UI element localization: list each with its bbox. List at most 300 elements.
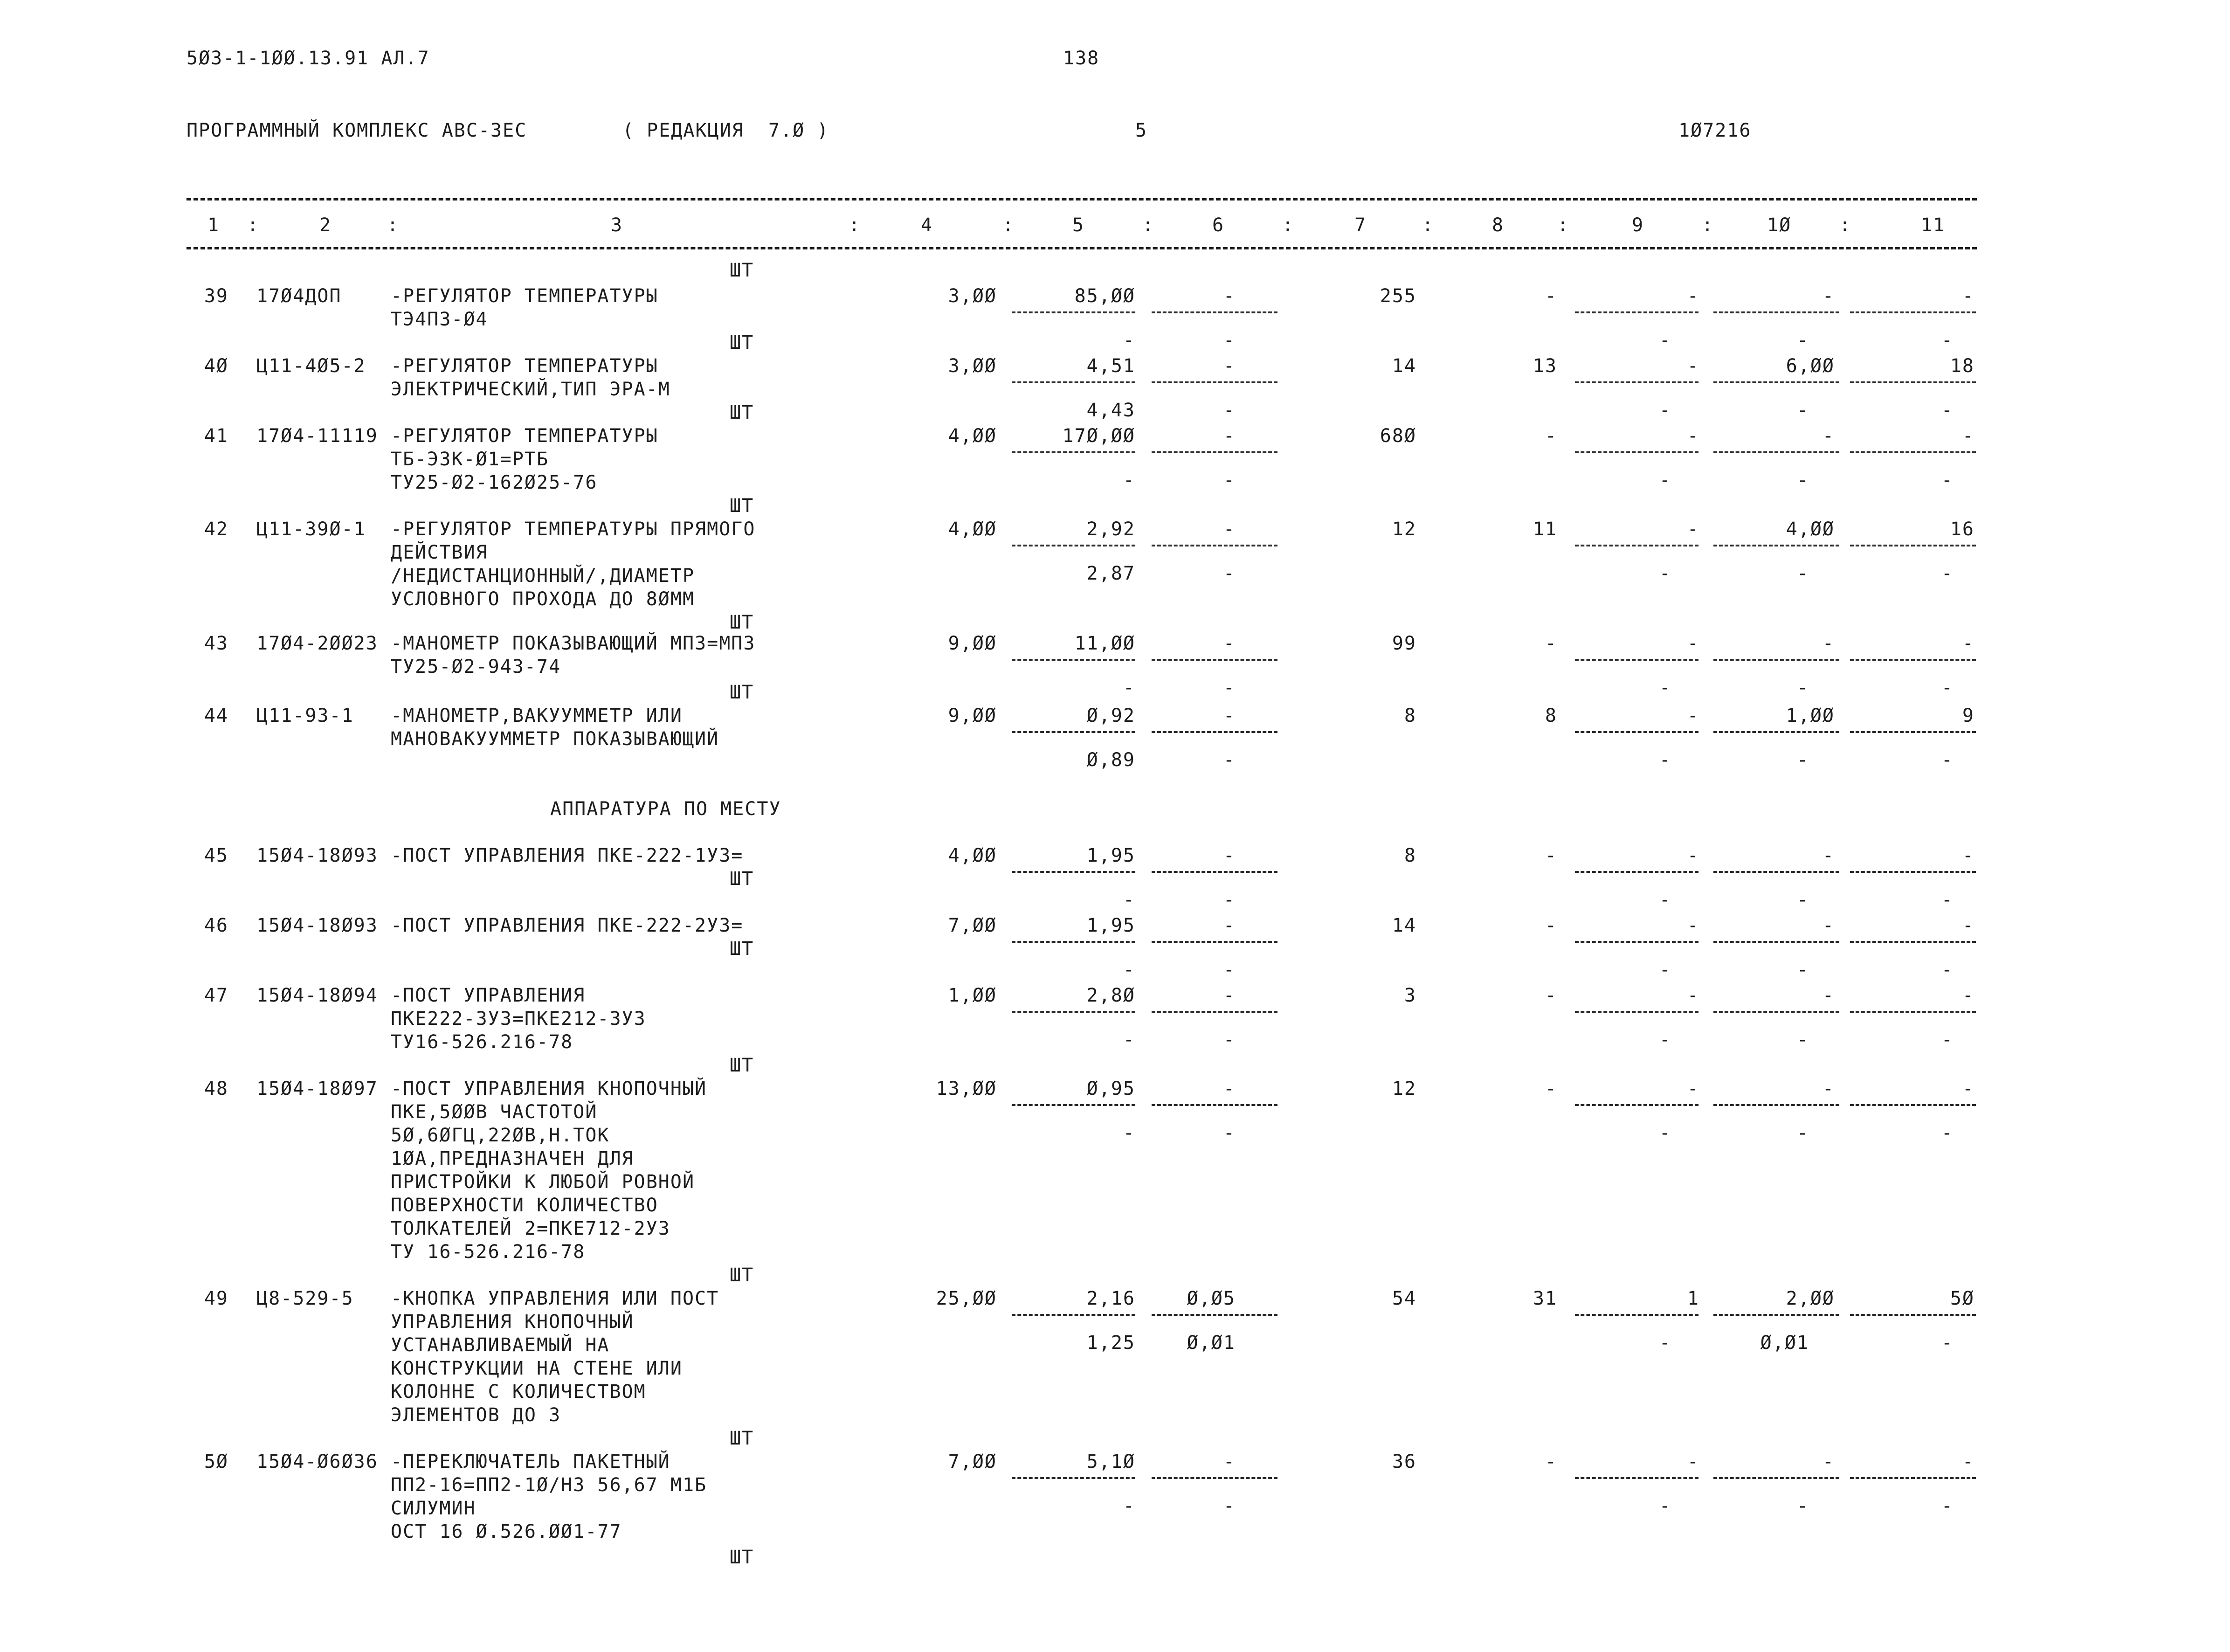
column-9-value: - xyxy=(1687,355,1699,377)
column-separator: : xyxy=(1839,214,1852,236)
column-9-value: - xyxy=(1687,705,1699,726)
value-separator xyxy=(1575,1314,1698,1316)
total-cost: 8 xyxy=(1404,705,1416,726)
column-6-value: - xyxy=(1223,915,1236,936)
unit-price: 5,1Ø xyxy=(1086,1451,1135,1472)
unit-price: 2,92 xyxy=(1086,518,1135,540)
unit-price: 17Ø,ØØ xyxy=(1062,425,1135,447)
value-separator xyxy=(1850,381,1976,383)
row-number: 5Ø xyxy=(204,1451,228,1472)
resource-code: 15Ø4-18Ø93 xyxy=(256,915,378,936)
quantity: 4,ØØ xyxy=(948,845,997,866)
value-separator xyxy=(1713,941,1839,943)
column-separator: : xyxy=(1142,214,1155,236)
column-header-1: 1 xyxy=(207,214,220,236)
total-cost: 68Ø xyxy=(1380,425,1416,447)
column-6-value: - xyxy=(1223,355,1236,377)
column-11-secondary: - xyxy=(1941,563,1954,584)
item-description: 1ØА,ПРЕДНАЗНАЧЕН ДЛЯ xyxy=(391,1148,634,1169)
column-8-value: - xyxy=(1545,285,1557,307)
column-header-13: 7 xyxy=(1354,214,1367,236)
column-6-secondary: - xyxy=(1223,563,1236,584)
program-edition: ( РЕДАКЦИЯ 7.Ø ) xyxy=(622,120,829,141)
column-8-value: - xyxy=(1545,845,1557,866)
total-cost: 36 xyxy=(1392,1451,1416,1472)
column-11-value: - xyxy=(1962,425,1975,447)
resource-code: 15Ø4-Ø6Ø36 xyxy=(256,1451,378,1472)
column-9-secondary: - xyxy=(1659,1029,1671,1051)
unit-price-secondary: 4,43 xyxy=(1086,400,1135,421)
total-cost: 8 xyxy=(1404,845,1416,866)
item-description: -ПОСТ УПРАВЛЕНИЯ ПКЕ-222-1УЗ= xyxy=(391,845,744,866)
column-8-value: - xyxy=(1545,1078,1557,1099)
column-11-value: - xyxy=(1962,1451,1975,1472)
column-separator: : xyxy=(1557,214,1570,236)
column-9-secondary: - xyxy=(1659,563,1671,584)
value-separator xyxy=(1850,1314,1976,1316)
page-number: 138 xyxy=(1063,48,1100,69)
unit-price: Ø,92 xyxy=(1086,705,1135,726)
unit-price-secondary: - xyxy=(1123,889,1135,911)
column-10-value: 2,ØØ xyxy=(1786,1288,1835,1309)
column-8-value: - xyxy=(1545,915,1557,936)
column-9-value: - xyxy=(1687,915,1699,936)
column-11-secondary: - xyxy=(1941,749,1954,771)
column-11-secondary: - xyxy=(1941,330,1954,351)
item-description: -ПОСТ УПРАВЛЕНИЯ КНОПОЧНЫЙ xyxy=(391,1078,707,1099)
value-separator xyxy=(1713,381,1839,383)
value-separator xyxy=(1152,1314,1277,1316)
column-separator: : xyxy=(247,214,260,236)
value-separator xyxy=(1012,731,1135,733)
column-6-secondary: - xyxy=(1223,330,1236,351)
resource-code: 17Ø4-2ØØ23 xyxy=(256,633,378,654)
resource-code: Ц8-529-5 xyxy=(256,1288,354,1309)
value-separator xyxy=(1575,1477,1698,1479)
resource-code: Ц11-93-1 xyxy=(256,705,354,726)
value-separator xyxy=(1850,1011,1976,1013)
column-header-9: 5 xyxy=(1072,214,1085,236)
item-description: -ПОСТ УПРАВЛЕНИЯ ПКЕ-222-2УЗ= xyxy=(391,915,744,936)
column-6-secondary: - xyxy=(1223,889,1236,911)
value-separator xyxy=(1012,871,1135,873)
column-6-value: - xyxy=(1223,633,1236,654)
column-10-secondary: - xyxy=(1796,677,1809,698)
value-separator xyxy=(1152,451,1277,453)
column-6-value: - xyxy=(1223,1451,1236,1472)
row-number: 42 xyxy=(204,518,228,540)
unit-price-secondary: - xyxy=(1123,330,1135,351)
row-number: 45 xyxy=(204,845,228,866)
unit-price: 11,ØØ xyxy=(1074,633,1135,654)
column-11-value: - xyxy=(1962,915,1975,936)
quantity: 4,ØØ xyxy=(948,425,997,447)
column-6-value: - xyxy=(1223,425,1236,447)
unit-price: 2,16 xyxy=(1086,1288,1135,1309)
unit-price-secondary: - xyxy=(1123,677,1135,698)
unit-price-secondary: - xyxy=(1123,1122,1135,1144)
quantity: 1,ØØ xyxy=(948,985,997,1006)
value-separator xyxy=(1850,659,1976,661)
item-description: ТУ16-526.216-78 xyxy=(391,1031,573,1053)
column-separator: : xyxy=(387,214,400,236)
unit-price-secondary: - xyxy=(1123,1029,1135,1051)
total-cost: 14 xyxy=(1392,915,1416,936)
column-separator: : xyxy=(1282,214,1295,236)
column-10-secondary: - xyxy=(1796,470,1809,491)
item-description: ТУ25-Ø2-943-74 xyxy=(391,656,561,677)
column-11-value: - xyxy=(1962,633,1975,654)
resource-code: 15Ø4-18Ø93 xyxy=(256,845,378,866)
value-separator xyxy=(1152,381,1277,383)
column-6-secondary: - xyxy=(1223,1495,1236,1517)
value-separator xyxy=(1012,451,1135,453)
unit-price: 1,95 xyxy=(1086,915,1135,936)
column-9-value: - xyxy=(1687,845,1699,866)
column-6-secondary: - xyxy=(1223,470,1236,491)
column-9-secondary: - xyxy=(1659,749,1671,771)
column-10-value: - xyxy=(1822,633,1835,654)
column-9-value: - xyxy=(1687,1078,1699,1099)
document-code: 5Ø3-1-1ØØ.13.91 АЛ.7 xyxy=(186,48,430,69)
column-10-secondary: - xyxy=(1796,959,1809,981)
column-10-value: 6,ØØ xyxy=(1786,355,1835,377)
value-separator xyxy=(1152,1104,1277,1106)
value-separator xyxy=(1152,311,1277,313)
column-10-value: - xyxy=(1822,1078,1835,1099)
unit-price-secondary: Ø,89 xyxy=(1086,749,1135,771)
value-separator xyxy=(1713,545,1839,546)
column-10-secondary: - xyxy=(1796,400,1809,421)
column-6-secondary: - xyxy=(1223,1029,1236,1051)
column-9-value: 1 xyxy=(1687,1288,1699,1309)
value-separator xyxy=(1713,311,1839,313)
unit-label: ШТ xyxy=(730,1055,754,1076)
item-description: -РЕГУЛЯТОР ТЕМПЕРАТУРЫ xyxy=(391,425,658,447)
unit-label: ШТ xyxy=(730,612,754,633)
value-separator xyxy=(1012,545,1135,546)
quantity: 4,ØØ xyxy=(948,518,997,540)
unit-label: ШТ xyxy=(730,938,754,960)
value-separator xyxy=(1713,1314,1839,1316)
unit-price-secondary: - xyxy=(1123,470,1135,491)
column-10-secondary: - xyxy=(1796,1029,1809,1051)
value-separator xyxy=(1713,451,1839,453)
column-9-secondary: - xyxy=(1659,330,1671,351)
column-6-value: - xyxy=(1223,845,1236,866)
column-8-value: 8 xyxy=(1545,705,1557,726)
column-6-secondary: - xyxy=(1223,1122,1236,1144)
item-description: -ПОСТ УПРАВЛЕНИЯ xyxy=(391,985,586,1006)
column-11-value: 16 xyxy=(1950,518,1975,540)
column-6-secondary: Ø,Ø1 xyxy=(1187,1332,1236,1354)
value-separator xyxy=(1012,1314,1135,1316)
value-separator xyxy=(1850,941,1976,943)
column-9-secondary: - xyxy=(1659,677,1671,698)
program-name: ПРОГРАММНЫЙ КОМПЛЕКС АВС-3ЕС xyxy=(186,120,527,141)
item-description: ТОЛКАТЕЛЕЙ 2=ПКЕ712-2УЗ xyxy=(391,1218,670,1239)
total-cost: 12 xyxy=(1392,518,1416,540)
total-cost: 3 xyxy=(1404,985,1416,1006)
row-number: 46 xyxy=(204,915,228,936)
resource-code: 15Ø4-18Ø97 xyxy=(256,1078,378,1099)
column-11-value: 5Ø xyxy=(1950,1288,1975,1309)
column-11-secondary: - xyxy=(1941,1029,1954,1051)
value-separator xyxy=(1152,1011,1277,1013)
value-separator xyxy=(1012,1011,1135,1013)
section-title: АППАРАТУРА ПО МЕСТУ xyxy=(550,798,781,820)
column-10-secondary: - xyxy=(1796,749,1809,771)
column-8-value: - xyxy=(1545,1451,1557,1472)
header-rule-bottom xyxy=(186,247,1977,249)
resource-code: 15Ø4-18Ø94 xyxy=(256,985,378,1006)
column-11-value: - xyxy=(1962,845,1975,866)
item-description: ПОВЕРХНОСТИ КОЛИЧЕСТВО xyxy=(391,1195,658,1216)
column-11-secondary: - xyxy=(1941,889,1954,911)
column-10-value: - xyxy=(1822,845,1835,866)
value-separator xyxy=(1152,941,1277,943)
item-description: ТЭ4ПЗ-Ø4 xyxy=(391,309,488,330)
column-11-secondary: - xyxy=(1941,1122,1954,1144)
column-6-secondary: - xyxy=(1223,959,1236,981)
value-separator xyxy=(1850,871,1976,873)
item-description: УПРАВЛЕНИЯ КНОПОЧНЫЙ xyxy=(391,1311,634,1333)
column-10-value: - xyxy=(1822,915,1835,936)
value-separator xyxy=(1850,545,1976,546)
column-9-secondary: - xyxy=(1659,470,1671,491)
column-10-value: 4,ØØ xyxy=(1786,518,1835,540)
column-header-19: 1Ø xyxy=(1767,214,1792,236)
value-separator xyxy=(1575,451,1698,453)
column-9-value: - xyxy=(1687,985,1699,1006)
item-description: МАНОВАКУУММЕТР ПОКАЗЫВАЮЩИЙ xyxy=(391,728,719,750)
column-header-3: 2 xyxy=(319,214,332,236)
value-separator xyxy=(1713,659,1839,661)
item-description: ДЕЙСТВИЯ xyxy=(391,542,488,563)
value-separator xyxy=(1850,1477,1976,1479)
value-separator xyxy=(1012,941,1135,943)
resource-code: 17Ø4-11119 xyxy=(256,425,378,447)
value-separator xyxy=(1152,1477,1277,1479)
item-description: -ПЕРЕКЛЮЧАТЕЛЬ ПАКЕТНЫЙ xyxy=(391,1451,670,1472)
resource-code: Ц11-39Ø-1 xyxy=(256,518,366,540)
row-number: 43 xyxy=(204,633,228,654)
value-separator xyxy=(1575,1011,1698,1013)
column-9-secondary: - xyxy=(1659,1122,1671,1144)
item-description: КОНСТРУКЦИИ НА СТЕНЕ ИЛИ xyxy=(391,1358,683,1379)
column-9-value: - xyxy=(1687,1451,1699,1472)
quantity: 13,ØØ xyxy=(936,1078,997,1099)
item-description: ПКЕ,5ØØВ ЧАСТОТОЙ xyxy=(391,1101,598,1123)
unit-label: ШТ xyxy=(730,1428,754,1449)
value-separator xyxy=(1012,381,1135,383)
item-description: ЭЛЕМЕНТОВ ДО 3 xyxy=(391,1404,561,1426)
column-10-value: 1,ØØ xyxy=(1786,705,1835,726)
item-description: ПРИСТРОЙКИ К ЛЮБОЙ РОВНОЙ xyxy=(391,1171,695,1193)
column-10-value: - xyxy=(1822,1451,1835,1472)
resource-code: 17Ø4ДОП xyxy=(256,285,342,307)
column-6-secondary: - xyxy=(1223,400,1236,421)
column-10-secondary: - xyxy=(1796,1122,1809,1144)
value-separator xyxy=(1152,545,1277,546)
quantity: 7,ØØ xyxy=(948,915,997,936)
column-10-secondary: - xyxy=(1796,563,1809,584)
column-6-value: - xyxy=(1223,518,1236,540)
item-description: ТУ25-Ø2-162Ø25-76 xyxy=(391,472,598,493)
document-number: 1Ø7216 xyxy=(1678,120,1752,141)
column-11-secondary: - xyxy=(1941,1495,1954,1517)
value-separator xyxy=(1012,311,1135,313)
item-description: УСТАНАВЛИВАЕМЫЙ НА xyxy=(391,1334,610,1356)
item-description: -МАНОМЕТР ПОКАЗЫВАЮЩИЙ МПЗ=МПЗ xyxy=(391,633,756,654)
column-10-value: - xyxy=(1822,425,1835,447)
unit-price: Ø,95 xyxy=(1086,1078,1135,1099)
value-separator xyxy=(1713,1104,1839,1106)
column-9-value: - xyxy=(1687,425,1699,447)
row-number: 4Ø xyxy=(204,355,228,377)
column-9-secondary: - xyxy=(1659,1495,1671,1517)
column-6-value: - xyxy=(1223,1078,1236,1099)
row-number: 44 xyxy=(204,705,228,726)
unit-price: 2,8Ø xyxy=(1086,985,1135,1006)
quantity: 3,ØØ xyxy=(948,355,997,377)
column-6-value: Ø,Ø5 xyxy=(1187,1288,1236,1309)
value-separator xyxy=(1575,311,1698,313)
unit-price: 85,ØØ xyxy=(1074,285,1135,307)
column-11-secondary: - xyxy=(1941,470,1954,491)
column-10-value: - xyxy=(1822,985,1835,1006)
column-6-secondary: - xyxy=(1223,677,1236,698)
value-separator xyxy=(1575,731,1698,733)
value-separator xyxy=(1012,1104,1135,1106)
total-cost: 54 xyxy=(1392,1288,1416,1309)
unit-price: 1,95 xyxy=(1086,845,1135,866)
column-9-secondary: - xyxy=(1659,889,1671,911)
item-description: ОСТ 16 Ø.526.ØØ1-77 xyxy=(391,1521,622,1542)
column-9-secondary: - xyxy=(1659,959,1671,981)
column-8-value: 31 xyxy=(1533,1288,1557,1309)
value-separator xyxy=(1850,311,1976,313)
column-10-secondary: Ø,Ø1 xyxy=(1760,1332,1809,1354)
row-number: 49 xyxy=(204,1288,228,1309)
value-separator xyxy=(1713,731,1839,733)
value-separator xyxy=(1850,451,1976,453)
unit-price-secondary: - xyxy=(1123,1495,1135,1517)
quantity: 25,ØØ xyxy=(936,1288,997,1309)
resource-code: Ц11-4Ø5-2 xyxy=(256,355,366,377)
row-number: 48 xyxy=(204,1078,228,1099)
column-9-value: - xyxy=(1687,518,1699,540)
unit-price: 4,51 xyxy=(1086,355,1135,377)
column-header-7: 4 xyxy=(921,214,933,236)
column-9-secondary: - xyxy=(1659,1332,1671,1354)
item-description: 5Ø,6ØГЦ,22ØВ,Н.ТОК xyxy=(391,1125,610,1146)
column-10-secondary: - xyxy=(1796,1495,1809,1517)
column-8-value: - xyxy=(1545,633,1557,654)
item-description: -РЕГУЛЯТОР ТЕМПЕРАТУРЫ ПРЯМОГО xyxy=(391,518,756,540)
value-separator xyxy=(1713,1011,1839,1013)
value-separator xyxy=(1575,659,1698,661)
column-6-value: - xyxy=(1223,985,1236,1006)
value-separator xyxy=(1713,871,1839,873)
row-number: 41 xyxy=(204,425,228,447)
value-separator xyxy=(1850,731,1976,733)
item-description: -РЕГУЛЯТОР ТЕМПЕРАТУРЫ xyxy=(391,355,658,377)
row-number: 39 xyxy=(204,285,228,307)
unit-label: ШТ xyxy=(730,402,754,423)
value-separator xyxy=(1152,659,1277,661)
column-header-5: 3 xyxy=(611,214,623,236)
unit-label: ШТ xyxy=(730,332,754,353)
column-header-21: 11 xyxy=(1921,214,1946,236)
column-8-value: - xyxy=(1545,425,1557,447)
total-cost: 14 xyxy=(1392,355,1416,377)
column-separator: : xyxy=(1002,214,1015,236)
item-description: ПКЕ222-3УЗ=ПКЕ212-3УЗ xyxy=(391,1008,646,1030)
column-6-value: - xyxy=(1223,705,1236,726)
column-separator: : xyxy=(849,214,861,236)
item-description: -РЕГУЛЯТОР ТЕМПЕРАТУРЫ xyxy=(391,285,658,307)
unit-label: ШТ xyxy=(730,1547,754,1568)
column-11-value: - xyxy=(1962,1078,1975,1099)
value-separator xyxy=(1575,545,1698,546)
value-separator xyxy=(1152,871,1277,873)
value-separator xyxy=(1575,941,1698,943)
item-description: /НЕДИСТАНЦИОННЫЙ/,ДИАМЕТР xyxy=(391,565,695,587)
column-header-11: 6 xyxy=(1212,214,1225,236)
item-description: -МАНОМЕТР,ВАКУУММЕТР ИЛИ xyxy=(391,705,683,726)
item-description: ПП2-16=ПП2-1Ø/НЗ 56,67 М1Б xyxy=(391,1474,707,1496)
column-8-value: 11 xyxy=(1533,518,1557,540)
column-10-secondary: - xyxy=(1796,330,1809,351)
total-cost: 99 xyxy=(1392,633,1416,654)
column-11-value: 18 xyxy=(1950,355,1975,377)
value-separator xyxy=(1012,1477,1135,1479)
unit-label: ШТ xyxy=(730,495,754,517)
item-description: УСЛОВНОГО ПРОХОДА ДО 8ØММ xyxy=(391,588,695,610)
quantity: 9,ØØ xyxy=(948,633,997,654)
quantity: 3,ØØ xyxy=(948,285,997,307)
column-11-secondary: - xyxy=(1941,1332,1954,1354)
item-description: ТБ-ЭЗК-Ø1=РТБ xyxy=(391,449,549,470)
item-description: ТУ 16-526.216-78 xyxy=(391,1241,586,1263)
column-8-value: 13 xyxy=(1533,355,1557,377)
column-10-secondary: - xyxy=(1796,889,1809,911)
unit-label: ШТ xyxy=(730,260,754,281)
section-number: 5 xyxy=(1135,120,1148,141)
value-separator xyxy=(1575,1104,1698,1106)
column-9-value: - xyxy=(1687,285,1699,307)
column-11-secondary: - xyxy=(1941,959,1954,981)
column-11-secondary: - xyxy=(1941,677,1954,698)
column-11-secondary: - xyxy=(1941,400,1954,421)
item-description: ЭЛЕКТРИЧЕСКИЙ,ТИП ЭРА-М xyxy=(391,379,670,400)
column-9-value: - xyxy=(1687,633,1699,654)
column-header-17: 9 xyxy=(1632,214,1644,236)
column-11-value: - xyxy=(1962,285,1975,307)
column-header-15: 8 xyxy=(1492,214,1505,236)
unit-price-secondary: 2,87 xyxy=(1086,563,1135,584)
item-description: СИЛУМИН xyxy=(391,1498,476,1519)
column-10-value: - xyxy=(1822,285,1835,307)
column-6-value: - xyxy=(1223,285,1236,307)
unit-price-secondary: - xyxy=(1123,959,1135,981)
value-separator xyxy=(1152,731,1277,733)
total-cost: 255 xyxy=(1380,285,1416,307)
total-cost: 12 xyxy=(1392,1078,1416,1099)
column-6-secondary: - xyxy=(1223,749,1236,771)
header-rule-top xyxy=(186,198,1977,200)
